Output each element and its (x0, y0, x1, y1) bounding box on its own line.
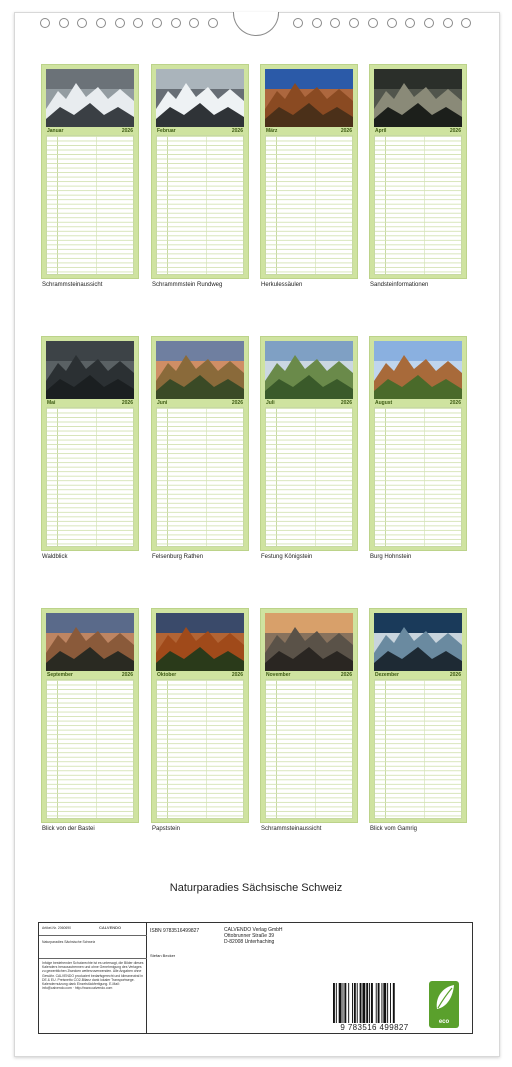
photo-caption: Burg Hohnstein (370, 554, 412, 560)
divider (39, 958, 147, 959)
photo-caption: Papststein (152, 826, 181, 832)
month-photo (374, 613, 462, 671)
month-header (156, 128, 244, 135)
month-photo (265, 341, 353, 399)
month-year: 2026 (231, 672, 243, 678)
month-name: April (375, 128, 387, 134)
month-header (265, 672, 353, 679)
month-name: September (47, 672, 73, 678)
month-card (41, 64, 139, 279)
day-grid (374, 407, 462, 547)
binding-hole (368, 18, 378, 28)
binding-hole (293, 18, 303, 28)
month-name: Januar (47, 128, 64, 134)
binding-hole (330, 18, 340, 28)
binding-hole (424, 18, 434, 28)
month-name: Juni (157, 400, 168, 406)
publisher-address (224, 927, 283, 945)
binding-hole (59, 18, 69, 28)
day-grid (46, 135, 134, 275)
month-photo (156, 613, 244, 671)
month-photo (374, 341, 462, 399)
month-header (46, 672, 134, 679)
month-year: 2026 (121, 400, 133, 406)
photo-caption: Felsenburg Rathen (152, 554, 204, 560)
month-photo (46, 613, 134, 671)
month-year: 2026 (121, 672, 133, 678)
day-grid (46, 679, 134, 819)
photo-caption: Blick von der Bastei (42, 826, 95, 832)
day-grid (374, 135, 462, 275)
month-header (46, 400, 134, 407)
publisher-line: CALVENDO Verlag GmbH (224, 927, 283, 933)
day-grid (265, 135, 353, 275)
photo-caption: Schrammsteinaussicht (42, 282, 103, 288)
day-grid (156, 135, 244, 275)
binding-hole (96, 18, 106, 28)
binding-hole (349, 18, 359, 28)
article-number: Artikel-Nr. 2060690 (42, 926, 72, 930)
eco-label: eco (438, 1019, 450, 1025)
binding-hole (40, 18, 50, 28)
day-grid (156, 407, 244, 547)
photo-caption: Blick vom Gamrig (370, 826, 418, 832)
binding-hole (312, 18, 322, 28)
binding-hole (208, 18, 218, 28)
month-card (369, 64, 467, 279)
publisher-line: Ottobrunner Straße 39 (224, 933, 275, 939)
month-photo (156, 69, 244, 127)
month-header (156, 400, 244, 407)
binding-hole (152, 18, 162, 28)
legal-text: Infolge bestehender Schutzrechte ist es untersagt, die Bilder dieses Kalenders herauszutrennen und ohne Genehmigung des Verlages zu gewerblichen Zwecken weiterzuverwenden. Alle Angaben ohne Gewähr. CALVENDO produziert bedarfsgerecht und klimaneutral in DE & EU. Preisnetto CO2-Bilanz dank lokaler Transportwege. Kalendernutzung dank Einzelstückfertigung. E-Mail: info@calvendo.com · http://www.calvendo.com (42, 961, 144, 991)
barcode-number: 9 783516 499827 (340, 1023, 409, 1032)
month-header (374, 128, 462, 135)
month-year: 2026 (340, 672, 352, 678)
month-year: 2026 (121, 128, 133, 134)
day-grid (46, 407, 134, 547)
photo-caption: Schrammmstein Rundweg (152, 282, 223, 288)
month-year: 2026 (449, 400, 461, 406)
month-card (369, 336, 467, 551)
calendar-title: Naturparadies Sächsische Schweiz (169, 882, 343, 894)
month-name: Mai (47, 400, 56, 406)
month-year: 2026 (231, 400, 243, 406)
imprint-left (39, 923, 147, 1033)
month-name: August (375, 400, 393, 406)
month-photo (265, 69, 353, 127)
photo-caption: Herkulessäulen (261, 282, 303, 288)
day-grid (156, 679, 244, 819)
month-photo (46, 341, 134, 399)
month-header (265, 400, 353, 407)
month-header (374, 672, 462, 679)
month-header (374, 400, 462, 407)
leaf-icon (429, 981, 459, 1015)
brand-logo: CALVENDO (99, 925, 122, 930)
divider (39, 935, 147, 936)
day-grid (265, 679, 353, 819)
publisher-line: D-82008 Unterhaching (224, 939, 275, 945)
author-name: Stefan Becker (150, 953, 176, 958)
month-year: 2026 (449, 672, 461, 678)
month-name: Dezember (375, 672, 399, 678)
barcode (332, 983, 415, 1023)
day-grid (374, 679, 462, 819)
binding-hole (405, 18, 415, 28)
photo-caption: Sandsteinformationen (370, 282, 429, 288)
month-card (369, 608, 467, 823)
binding-hole (443, 18, 453, 28)
month-card (41, 336, 139, 551)
month-year: 2026 (449, 128, 461, 134)
month-name: Oktober (157, 672, 177, 678)
month-year: 2026 (231, 128, 243, 134)
binding-hole (387, 18, 397, 28)
imprint-short-title: Naturparadies Sächsische Schweiz (42, 940, 96, 944)
binding-hole (133, 18, 143, 28)
day-grid (265, 407, 353, 547)
isbn: ISBN 9783516499827 (150, 928, 200, 934)
month-header (46, 128, 134, 135)
month-name: Juli (266, 400, 275, 406)
imprint-box (38, 922, 473, 1034)
month-header (156, 672, 244, 679)
photo-caption: Waldblick (42, 554, 68, 560)
imprint-right (147, 923, 474, 1033)
month-card (151, 608, 249, 823)
month-name: März (266, 128, 278, 134)
month-name: November (266, 672, 291, 678)
month-card (41, 608, 139, 823)
binding-hole (171, 18, 181, 28)
month-photo (265, 613, 353, 671)
binding-hole (461, 18, 471, 28)
photo-caption: Schrammsteinaussicht (261, 826, 322, 832)
month-card (260, 64, 358, 279)
month-card (260, 336, 358, 551)
month-year: 2026 (340, 400, 352, 406)
photo-caption: Festung Königstein (261, 554, 313, 560)
month-header (265, 128, 353, 135)
month-photo (46, 69, 134, 127)
month-name: Februar (157, 128, 176, 134)
eco-badge (429, 981, 459, 1028)
binding-hole (77, 18, 87, 28)
binding-hole (189, 18, 199, 28)
month-card (151, 64, 249, 279)
month-year: 2026 (340, 128, 352, 134)
month-photo (156, 341, 244, 399)
month-card (151, 336, 249, 551)
month-photo (374, 69, 462, 127)
binding-hole (115, 18, 125, 28)
month-card (260, 608, 358, 823)
